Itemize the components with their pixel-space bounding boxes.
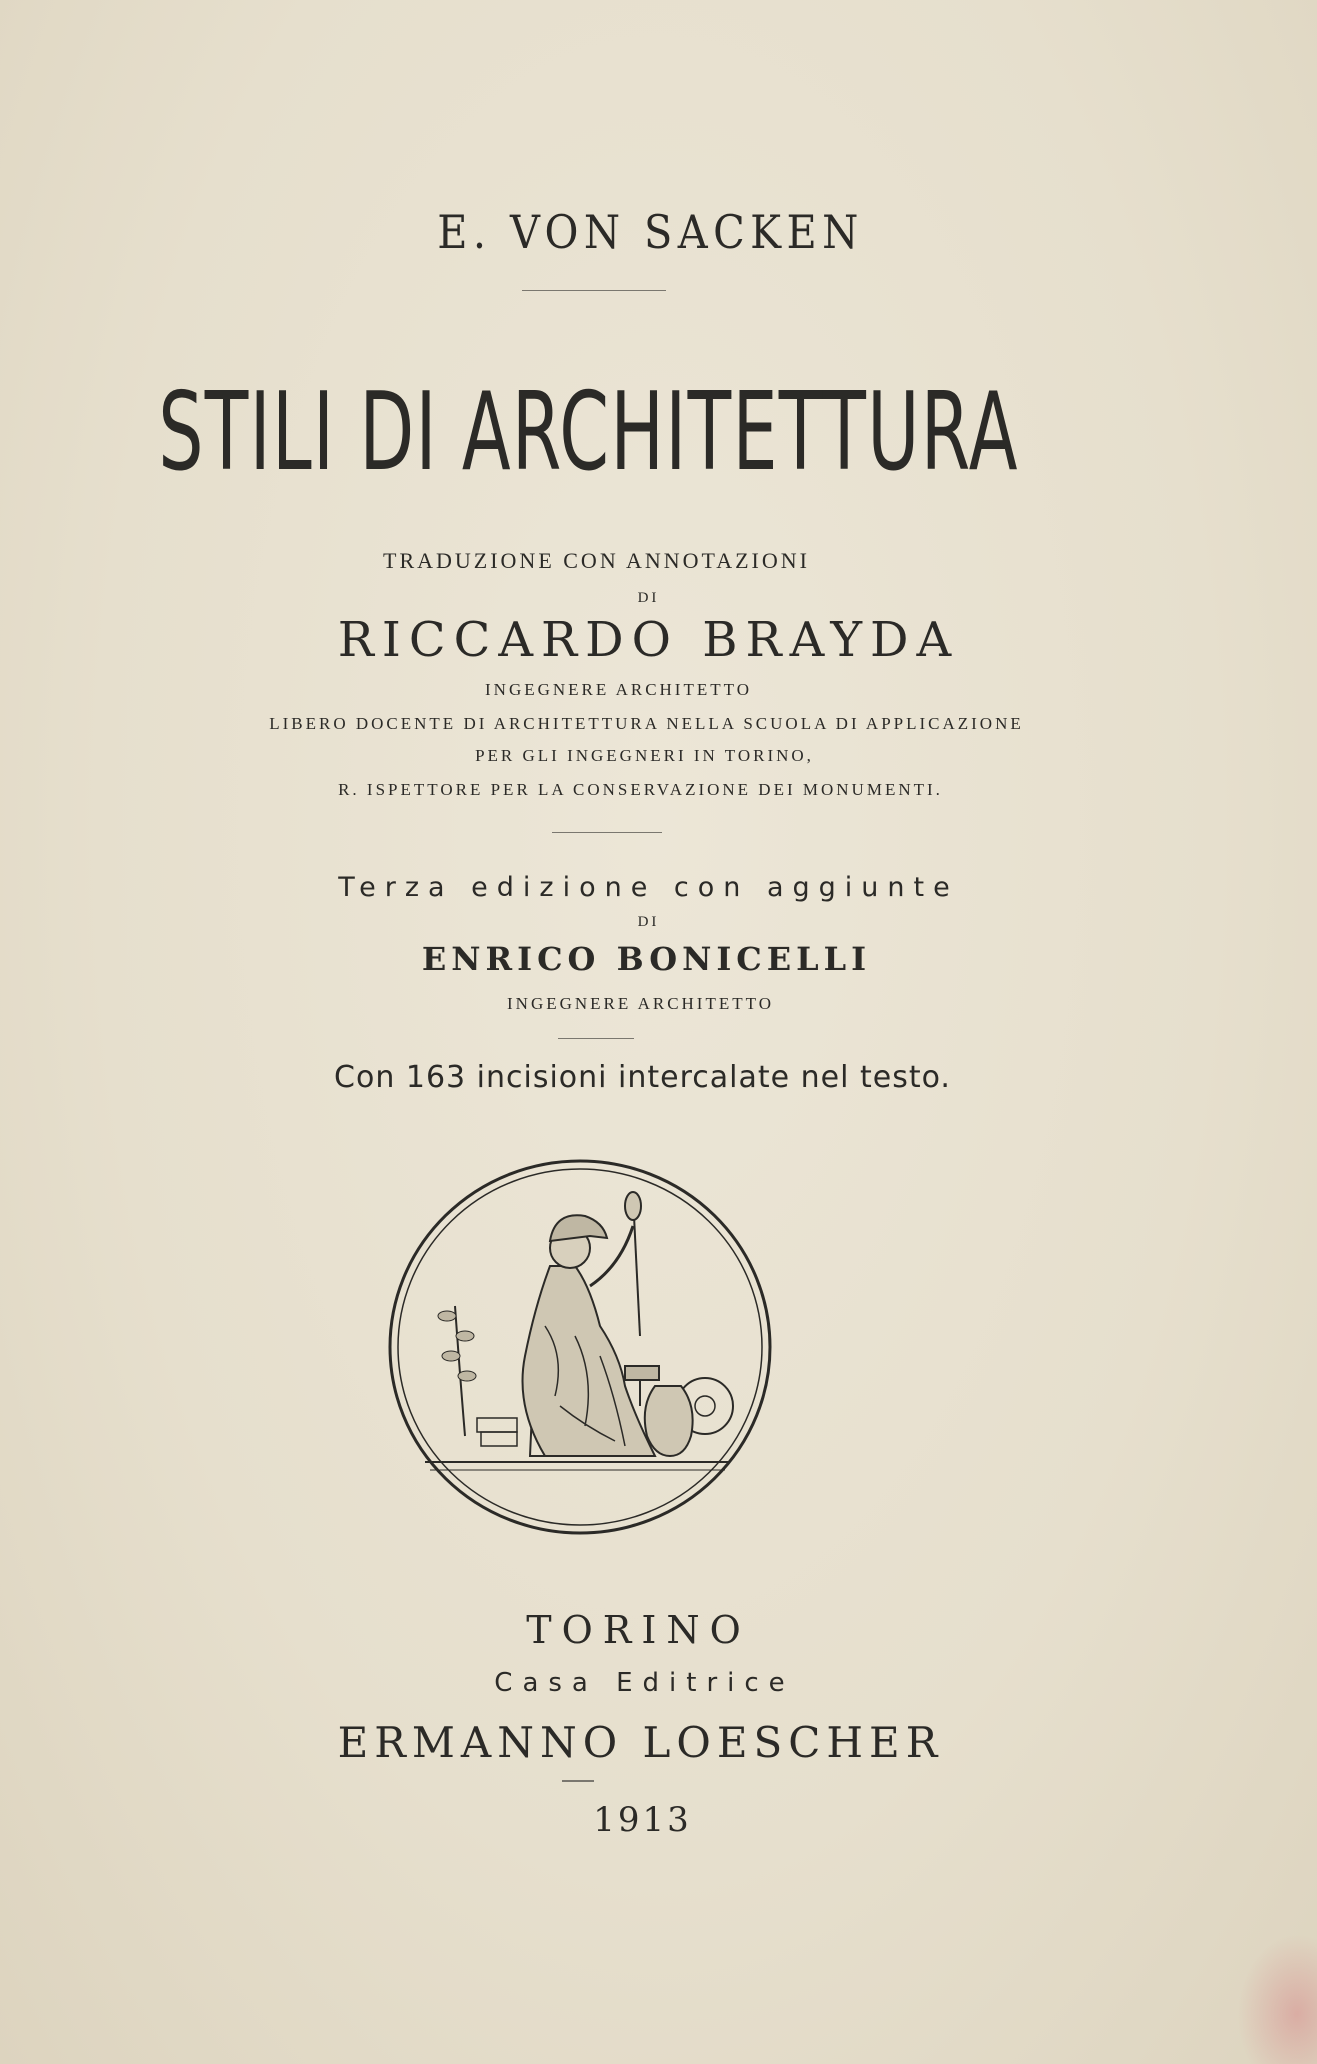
publisher-house: Casa Editrice — [494, 1668, 795, 1698]
illustrations-note: Con 163 incisioni intercalate nel testo. — [334, 1060, 951, 1095]
city: TORINO — [526, 1608, 751, 1652]
edition-line: Terza edizione con aggiunte — [338, 872, 959, 903]
author-name: E. VON SACKEN — [437, 205, 864, 259]
translator-credential-3: PER GLI INGEGNERI IN TORINO, — [475, 746, 814, 765]
editor-name: ENRICO BONICELLI — [421, 940, 872, 978]
editor-credentials: INGEGNERE ARCHITETTO — [507, 994, 774, 1013]
translator-credential-1: INGEGNERE ARCHITETTO — [485, 680, 752, 699]
translator-name: RICCARDO BRAYDA — [337, 612, 960, 668]
divider-rule — [522, 290, 666, 291]
translator-di: DI — [637, 590, 660, 606]
seated-minerva-seal-icon — [385, 1156, 775, 1538]
divider-rule — [562, 1780, 594, 1782]
editor-di: DI — [637, 914, 660, 930]
translation-line: TRADUZIONE CON ANNOTAZIONI — [383, 548, 810, 573]
paper-stain — [1237, 1934, 1317, 2064]
book-title: STILI DI ARCHITETTURA — [158, 370, 1019, 495]
translator-credential-2: LIBERO DOCENTE DI ARCHITETTURA NELLA SCUOLA DI APPLICAZIONE — [269, 714, 1024, 733]
divider-rule — [552, 832, 662, 833]
publisher-name: ERMANNO LOESCHER — [337, 1718, 944, 1767]
divider-rule — [558, 1038, 634, 1039]
publication-year: 1913 — [593, 1800, 692, 1840]
translator-credential-4: R. ISPETTORE PER LA CONSERVAZIONE DEI MONUMENTI. — [338, 780, 943, 799]
